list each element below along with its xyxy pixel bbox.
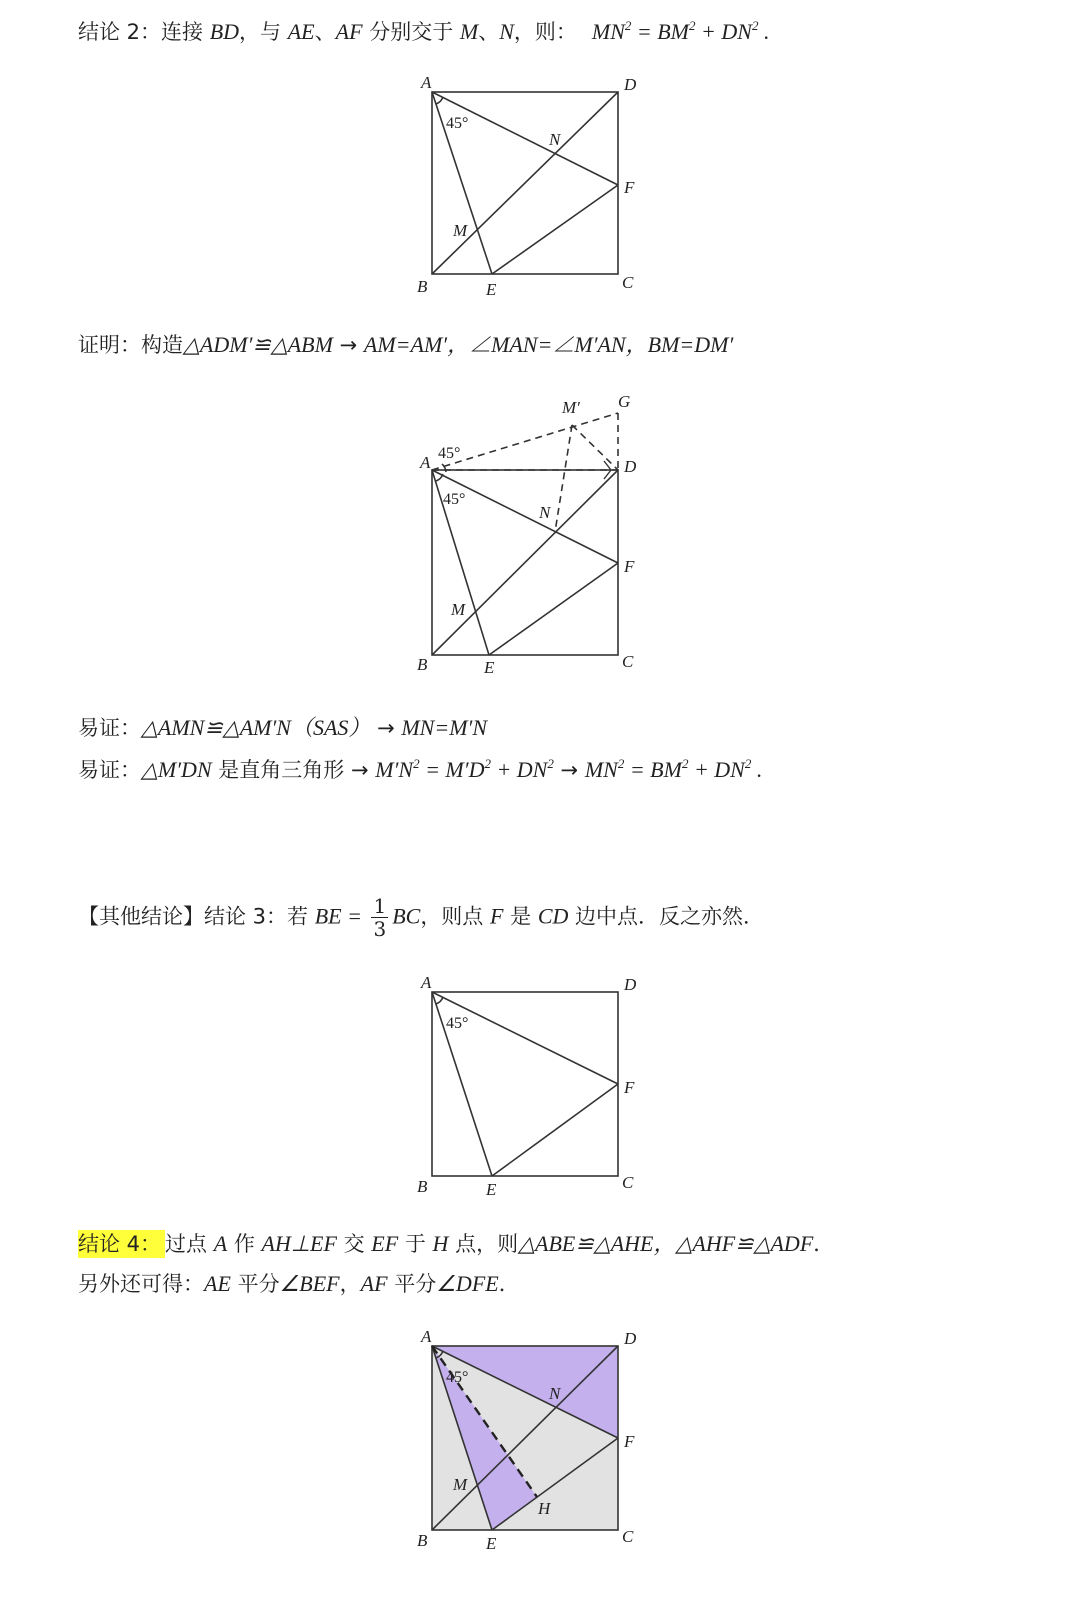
formula-mn: $MN^2 = BM^2 + DN^2$ . [591,18,770,44]
fig4-label-f: F [624,1432,635,1451]
fig1-label-m: M [453,221,468,240]
fig4-label-45: 45° [446,1369,469,1386]
fig1-label-n: N [549,130,561,149]
easy-proof-2: 易证：△M′DN 是直角三角形 → $M'N^2 = M'D^2 + DN^2 \to MN^2 = BM^2 + DN^2$ . [78,756,763,782]
fig2-label-b: B [417,655,428,674]
fig3-label-f: F [624,1078,635,1097]
formula-mn-result: $MN^2 = BM^2 + DN^2$ . [584,756,763,782]
fig2-label-g: G [618,392,631,411]
fig3-label-d: D [624,975,637,994]
fig2-label-e: E [484,658,495,677]
extra-conclusion-text: 另外还可得：AE 平分∠BEF，AF 平分∠DFE． [78,1271,520,1296]
fig4-label-h: H [538,1499,551,1518]
easy-proof-1: 易证：△AMN≌△AM′N（SAS） → MN=M′N [78,715,488,740]
fig4-label-m: M [453,1475,468,1494]
fig2-label-45-inner: 45° [443,491,466,508]
fig3-label-a: A [421,973,432,992]
formula-mpn: $M'N^2 = M'D^2 + DN^2$ [375,756,554,782]
fig1-label-f: F [624,178,635,197]
fig4-label-c: C [622,1527,634,1546]
fig4-label-d: D [624,1329,637,1348]
fig2-label-a: A [420,453,431,472]
fig4-label-n: N [549,1384,561,1403]
fig1-label-b: B [417,277,428,296]
fig2-label-45-outer: 45° [438,445,461,462]
fig1-label-45: 45° [446,115,469,132]
fig2-label-mprime: M′ [562,398,580,417]
fig4-label-b: B [417,1531,428,1550]
fig1-label-d: D [624,75,637,94]
fig4-label-a: A [421,1327,432,1346]
fraction-one-third: $\frac{1}{3}$ [373,894,387,941]
fig2-label-m: M [451,600,466,619]
fig2-label-n: N [539,503,551,522]
fig3-label-b: B [417,1177,428,1196]
fig2-label-c: C [622,652,634,671]
fig3-label-45: 45° [446,1015,469,1032]
fig4-label-e: E [486,1534,497,1553]
fig1-label-c: C [622,273,634,292]
conclusion-4-highlight: 结论 4： [78,1230,165,1258]
fig1-label-e: E [486,280,497,299]
fig2-label-f: F [624,557,635,576]
conclusion-2-text: 结论 2：连接 BD，与 AE、AF 分别交于 M、N，则： $MN^2 = BM^2 + DN^2$ . [78,18,770,44]
conclusion-4-text: 结论 4： 过点 A 作 AH⊥EF 交 EF 于 H 点，则△ABE≌△AHE，△AHF≌△ADF． [78,1231,835,1256]
fig3-label-e: E [486,1180,497,1199]
fig3-label-c: C [622,1173,634,1192]
fig2-label-d: D [624,457,637,476]
fig1-label-a: A [421,73,432,92]
conclusion-3-text: 【其他结论】结论 3：若 BE = $\frac{1}{3}$ BC，则点 F 是 CD 边中点．反之亦然． [78,894,765,941]
proof-text: 证明：构造△ADM′≌△ABM → AM=AM′，∠MAN=∠M′AN，BM=DM′ [78,332,734,357]
